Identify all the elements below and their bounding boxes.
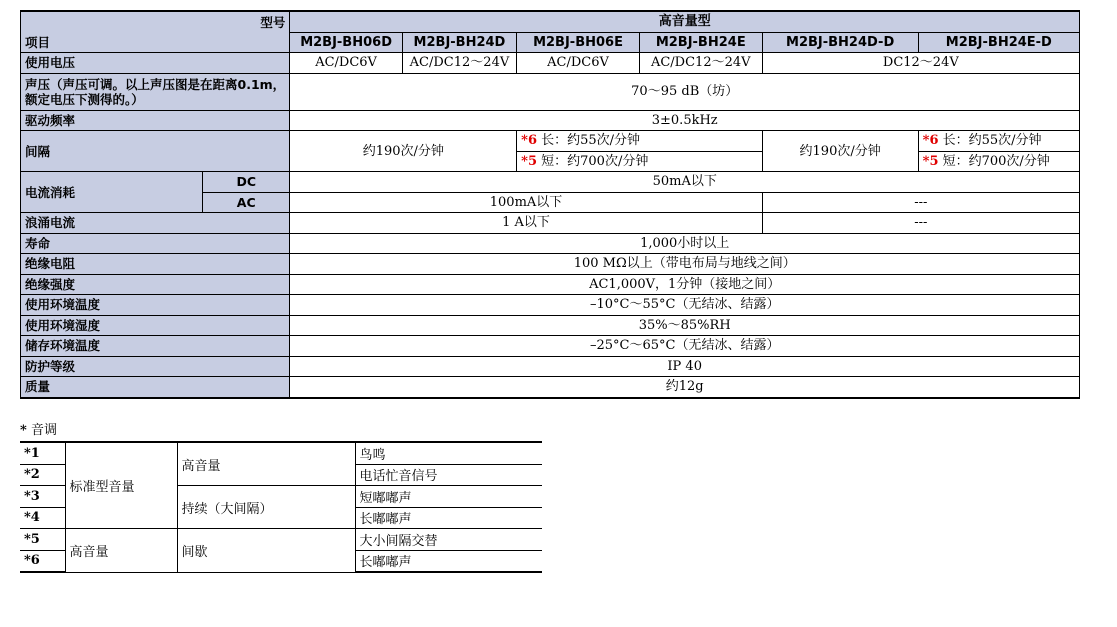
tone-number: *6 xyxy=(20,550,65,572)
life-value: 1,000小时以上 xyxy=(290,233,1080,254)
protection-label: 防护等级 xyxy=(21,356,290,377)
model-header: M2BJ-BH06E xyxy=(517,32,640,53)
frequency-label: 驱动频率 xyxy=(21,110,290,131)
model-header: M2BJ-BH24D xyxy=(402,32,516,53)
dielectric-strength-value: AC1,000V，1分钟（接地之间） xyxy=(290,274,1080,295)
tone-number: *1 xyxy=(20,442,65,464)
footnote-mark: *6 xyxy=(521,133,537,149)
sound-pressure-label: 声压（声压可调。以上声压图是在距离0.1m，额定电压下测得的。） xyxy=(21,73,290,110)
ambient-temp-row xyxy=(21,295,1080,316)
weight-label: 质量 xyxy=(21,377,290,398)
tone-sound: 大小间隔交替 xyxy=(355,529,542,551)
current-dc-label: DC xyxy=(203,172,290,193)
weight-row xyxy=(21,377,1080,398)
ambient-temp-value: –10°C～55°C（无结冰、结露） xyxy=(290,295,1080,316)
protection-value: IP 40 xyxy=(290,356,1080,377)
inrush-value-d: --- xyxy=(762,213,1079,234)
life-row xyxy=(21,233,1080,254)
dielectric-strength-label: 绝缘强度 xyxy=(21,274,290,295)
model-header: M2BJ-BH06D xyxy=(290,32,402,53)
current-dc-row xyxy=(21,172,1080,193)
tone-category-standard: 标准型音量 xyxy=(65,442,177,529)
dielectric-strength-row xyxy=(21,274,1080,295)
tone-category-high: 高音量 xyxy=(65,529,177,573)
ambient-temp-label: 使用环境温度 xyxy=(21,295,290,316)
protection-row xyxy=(21,356,1080,377)
tone-number: *2 xyxy=(20,464,65,486)
current-ac-value-d: --- xyxy=(762,192,1079,213)
interval-value: 约190次/分钟 xyxy=(290,131,517,172)
tone-subcategory-intermittent: 间歇 xyxy=(177,529,355,573)
spec-table xyxy=(20,10,1080,399)
current-label: 电流消耗 xyxy=(21,172,203,213)
interval-long-value xyxy=(918,131,1079,152)
ambient-humidity-label: 使用环境湿度 xyxy=(21,315,290,336)
insulation-resistance-value: 100 MΩ以上（带电布局与地线之间） xyxy=(290,254,1080,275)
note-title: 音调 xyxy=(26,423,57,438)
model-label: 型号 xyxy=(21,11,290,32)
group-label: 高音量型 xyxy=(290,11,1080,32)
storage-temp-label: 储存环境温度 xyxy=(21,336,290,357)
frequency-row xyxy=(21,110,1080,131)
voltage-value: AC/DC12～24V xyxy=(402,53,516,74)
model-header: M2BJ-BH24E xyxy=(639,32,762,53)
inrush-row xyxy=(21,213,1080,234)
header-row-1 xyxy=(21,11,1080,32)
tone-number: *4 xyxy=(20,507,65,529)
ambient-humidity-value: 35%～85%RH xyxy=(290,315,1080,336)
life-label: 寿命 xyxy=(21,233,290,254)
voltage-row xyxy=(21,53,1080,74)
tone-sound: 长嘟嘟声 xyxy=(355,550,542,572)
tone-number: *3 xyxy=(20,486,65,508)
tone-number: *5 xyxy=(20,529,65,551)
tone-note xyxy=(20,419,57,438)
item-label: 项目 xyxy=(21,32,290,53)
interval-long-value xyxy=(517,131,762,152)
interval-value: 约190次/分钟 xyxy=(762,131,918,172)
current-ac-value: 100mA以下 xyxy=(290,192,762,213)
interval-short-text: 短：约700次/分钟 xyxy=(537,153,649,169)
tone-row xyxy=(20,529,542,551)
model-header: M2BJ-BH24E-D xyxy=(918,32,1079,53)
tone-row xyxy=(20,442,542,464)
header-row-2 xyxy=(21,32,1080,53)
interval-short-text: 短：约700次/分钟 xyxy=(938,153,1050,169)
voltage-value: AC/DC6V xyxy=(290,53,402,74)
voltage-value: AC/DC12～24V xyxy=(639,53,762,74)
interval-long-text: 长：约55次/分钟 xyxy=(938,133,1042,149)
footnote-mark: *5 xyxy=(521,153,537,169)
interval-short-value xyxy=(918,151,1079,172)
current-ac-label: AC xyxy=(203,192,290,213)
footnote-mark: *6 xyxy=(922,133,939,149)
current-dc-value: 50mA以下 xyxy=(290,172,1080,193)
voltage-value: AC/DC6V xyxy=(517,53,640,74)
inrush-label: 浪涌电流 xyxy=(21,213,290,234)
interval-label: 间隔 xyxy=(21,131,290,172)
voltage-label: 使用电压 xyxy=(21,53,290,74)
tone-sound: 电话忙音信号 xyxy=(355,464,542,486)
voltage-value: DC12～24V xyxy=(762,53,1079,74)
ambient-humidity-row xyxy=(21,315,1080,336)
tone-sound: 长嘟嘟声 xyxy=(355,507,542,529)
frequency-value: 3±0.5kHz xyxy=(290,110,1080,131)
storage-temp-row xyxy=(21,336,1080,357)
storage-temp-value: –25°C～65°C（无结冰、结露） xyxy=(290,336,1080,357)
interval-row-1 xyxy=(21,131,1080,152)
tone-sound: 鸟鸣 xyxy=(355,442,542,464)
interval-long-text: 长：约55次/分钟 xyxy=(537,133,641,149)
insulation-resistance-label: 绝缘电阻 xyxy=(21,254,290,275)
tone-subcategory-continuous: 持续（大间隔） xyxy=(177,486,355,529)
model-header: M2BJ-BH24D-D xyxy=(762,32,918,53)
tone-sound: 短嘟嘟声 xyxy=(355,486,542,508)
sound-pressure-value: 70～95 dB（坊） xyxy=(290,73,1080,110)
interval-short-value xyxy=(517,151,762,172)
footnote-mark: *5 xyxy=(922,153,939,169)
insulation-resistance-row xyxy=(21,254,1080,275)
inrush-value: 1 A以下 xyxy=(290,213,762,234)
weight-value: 约12g xyxy=(290,377,1080,398)
tone-table xyxy=(20,441,542,573)
sound-pressure-row xyxy=(21,73,1080,110)
tone-subcategory-high: 高音量 xyxy=(177,442,355,486)
note-star: * xyxy=(20,423,27,438)
